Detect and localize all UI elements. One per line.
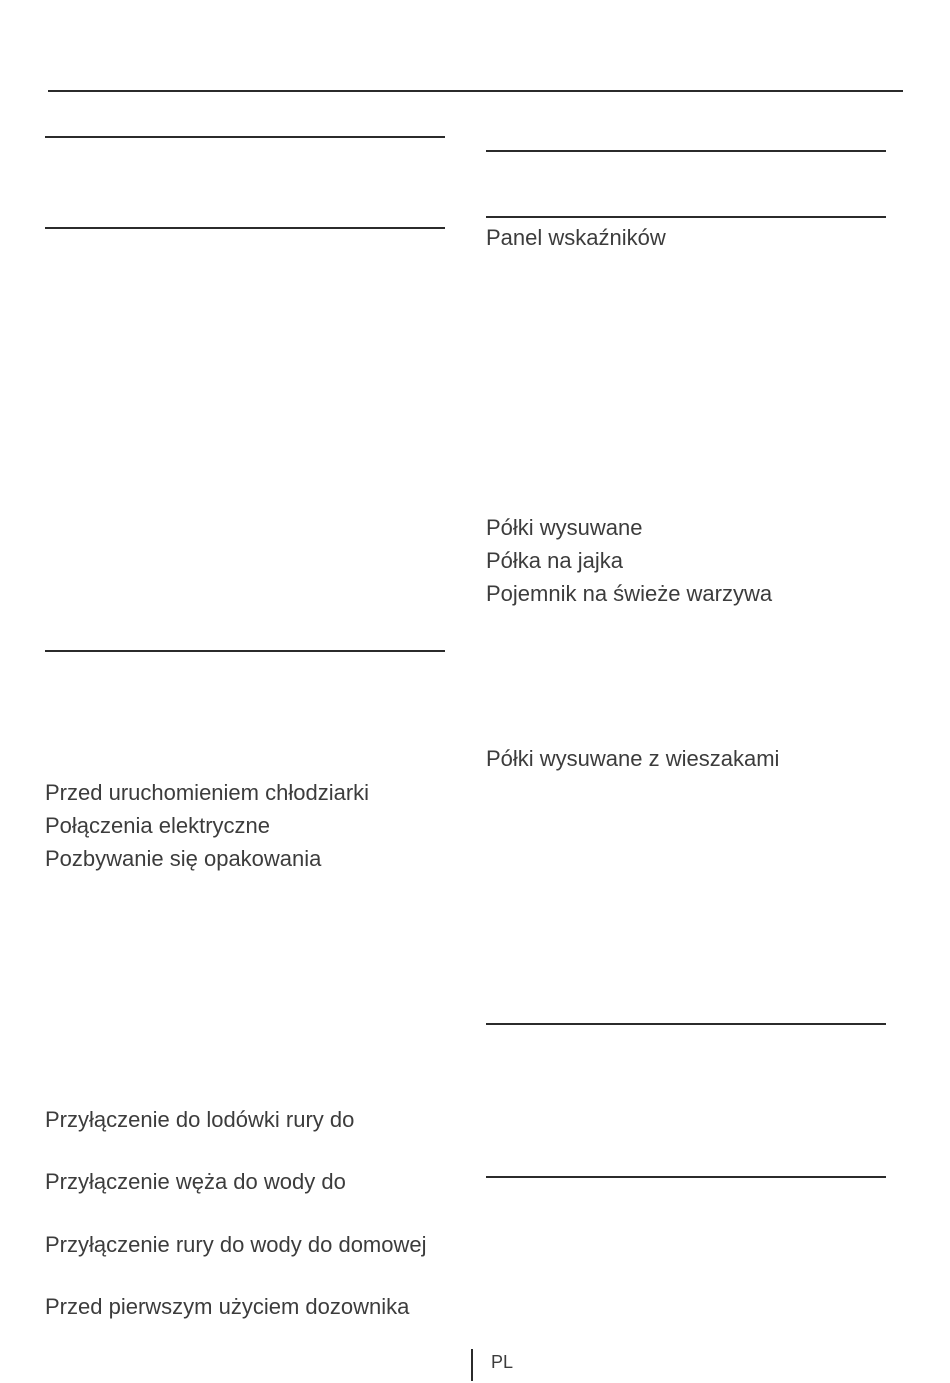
right-item-indicator-panel: Panel wskaźników xyxy=(486,225,666,250)
right-item-sliding-shelves: Półki wysuwane xyxy=(486,515,643,540)
right-item-sliding-shelves-hangers: Półki wysuwane z wieszakami xyxy=(486,746,780,771)
right-section-rule-1 xyxy=(486,150,886,152)
right-section-rule-4 xyxy=(486,1176,886,1178)
left-item-hose-connection: Przyłączenie węża do wody do xyxy=(45,1169,346,1194)
right-section-rule-3 xyxy=(486,1023,886,1025)
top-rule xyxy=(48,90,903,92)
right-item-egg-shelf: Półka na jajka xyxy=(486,548,623,573)
left-section-rule-2 xyxy=(45,227,445,229)
footer-language-code: PL xyxy=(491,1352,514,1372)
left-item-before-start: Przed uruchomieniem chłodziarki xyxy=(45,780,370,805)
footer-divider xyxy=(471,1349,473,1381)
left-item-before-dispenser-use: Przed pierwszym użyciem dozownika xyxy=(45,1294,410,1319)
left-item-electrical-connections: Połączenia elektryczne xyxy=(45,813,271,838)
left-item-fridge-pipe-connection: Przyłączenie do lodówki rury do xyxy=(45,1107,355,1132)
left-section-rule-3 xyxy=(45,650,445,652)
left-item-home-water-pipe: Przyłączenie rury do wody do domowej xyxy=(45,1232,427,1257)
left-item-packaging-disposal: Pozbywanie się opakowania xyxy=(45,846,322,871)
right-section-rule-2 xyxy=(486,216,886,218)
right-item-vegetable-container: Pojemnik na świeże warzywa xyxy=(486,581,773,606)
left-section-rule-1 xyxy=(45,136,445,138)
